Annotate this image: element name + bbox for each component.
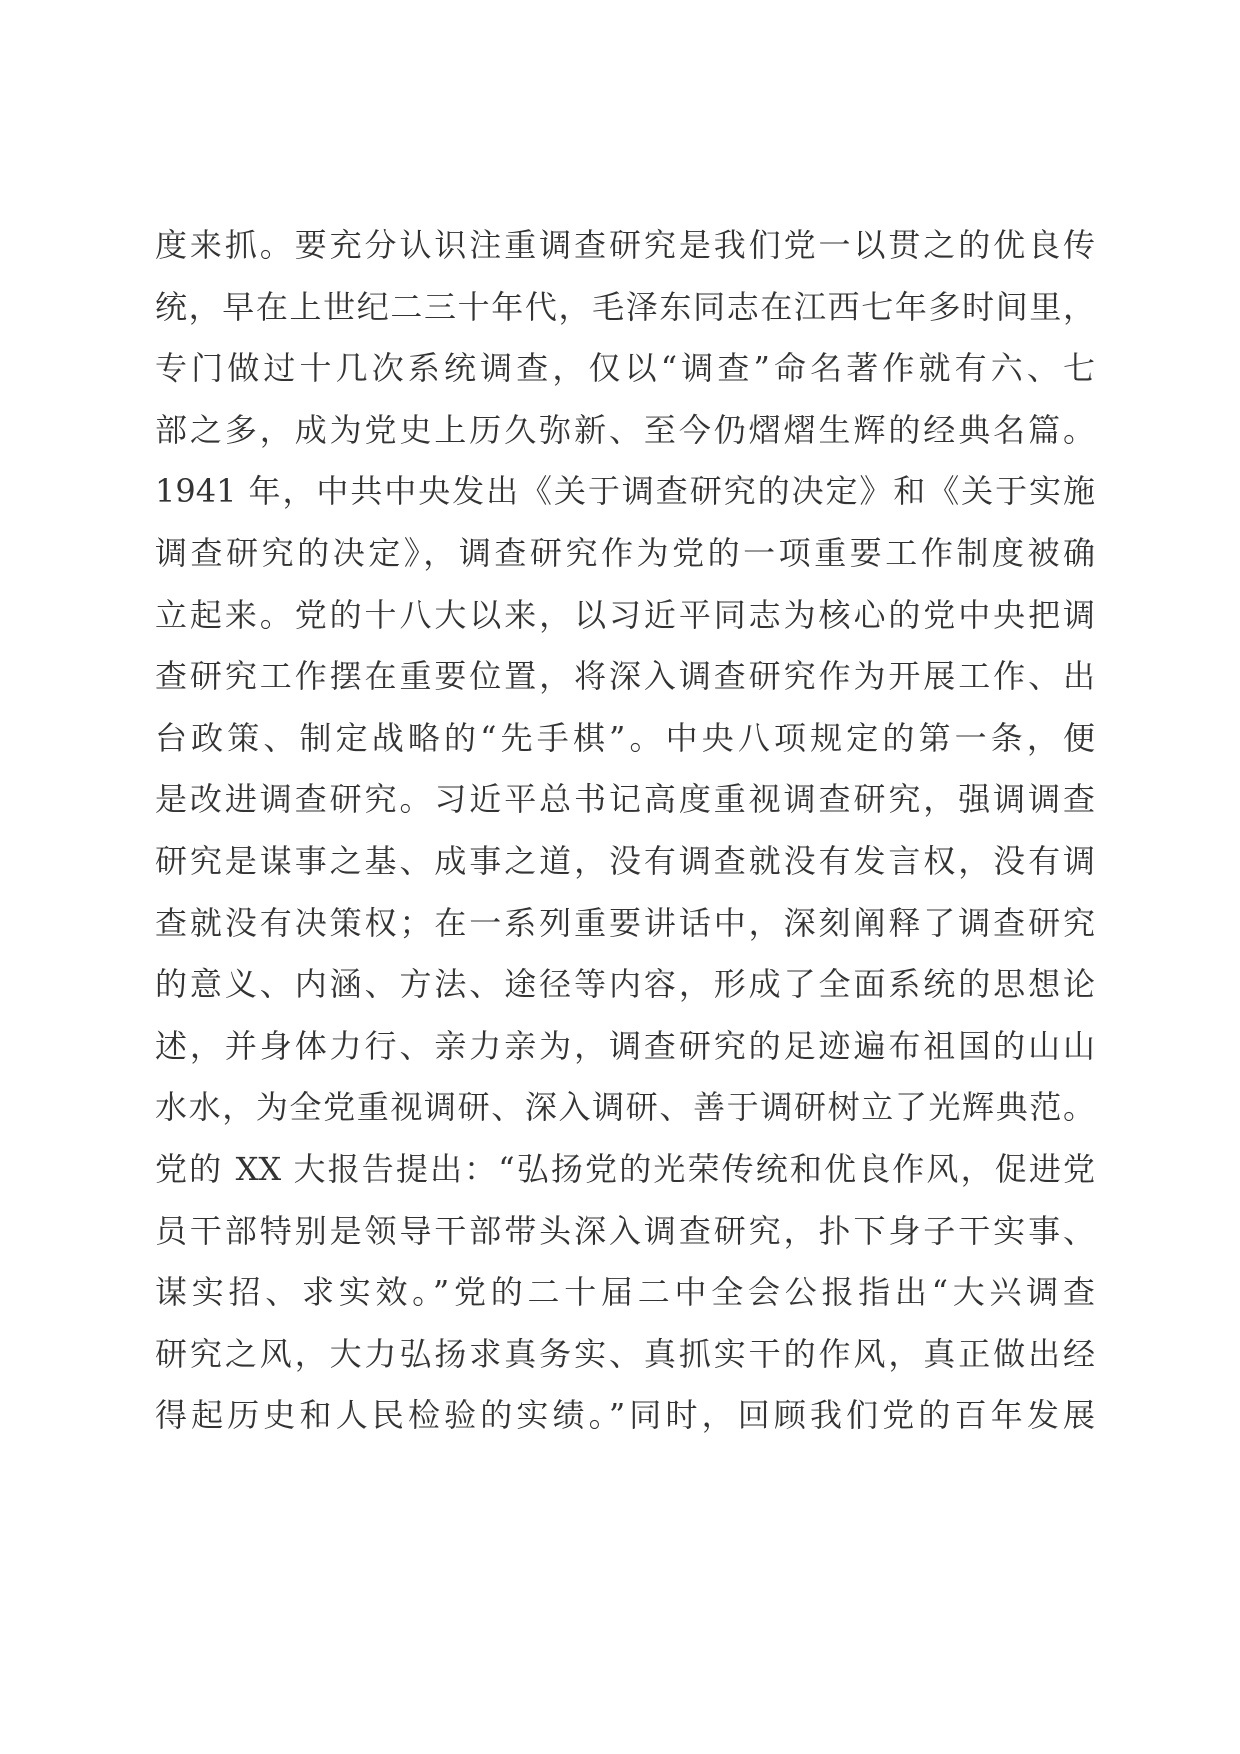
- text-line: 统，早在上世纪二三十年代，毛泽东同志在江西七年多时间里，: [155, 287, 1095, 326]
- text-line: 得起历史和人民检验的实绩。”同时，回顾我们党的百年发展: [155, 1396, 1095, 1435]
- text-line: 度来抓。要充分认识注重调查研究是我们党一以贯之的优良传: [155, 226, 1095, 264]
- text-line: 研究是谋事之基、成事之道，没有调查就没有发言权，没有调: [155, 841, 1095, 880]
- text-line: 调查研究的决定》，调查研究作为党的一项重要工作制度被确: [155, 533, 1095, 572]
- text-line: 员干部特别是领导干部带头深入调查研究，扑下身子干实事、: [155, 1211, 1095, 1250]
- text-line: 台政策、制定战略的“先手棋”。中央八项规定的第一条，便: [155, 718, 1095, 757]
- text-line: 党的 XX 大报告提出：“弘扬党的光荣传统和优良作风，促进党: [155, 1149, 1095, 1188]
- text-line: 查研究工作摆在重要位置，将深入调查研究作为开展工作、出: [155, 657, 1095, 696]
- text-line: 述，并身体力行、亲力亲为，调查研究的足迹遍布祖国的山山: [155, 1026, 1095, 1065]
- text-line: 查就没有决策权；在一系列重要讲话中，深刻阐释了调查研究: [155, 903, 1095, 942]
- text-line: 部之多，成为党史上历久弥新、至今仍熠熠生辉的经典名篇。: [155, 410, 1095, 449]
- text-line: 立起来。党的十八大以来，以习近平同志为核心的党中央把调: [155, 595, 1095, 634]
- text-line: 研究之风，大力弘扬求真务实、真抓实干的作风，真正做出经: [155, 1334, 1095, 1373]
- body-paragraph: [155, 215, 1095, 1447]
- text-line: 谋实招、求实效。”党的二十届二中全会公报指出“大兴调查: [155, 1273, 1095, 1312]
- text-line: 水水，为全党重视调研、深入调研、善于调研树立了光辉典范。: [155, 1088, 1095, 1127]
- text-line: 是改进调查研究。习近平总书记高度重视调查研究，强调调查: [155, 780, 1095, 819]
- text-line: 的意义、内涵、方法、途径等内容，形成了全面系统的思想论: [155, 965, 1095, 1004]
- text-line: 专门做过十几次系统调查，仅以“调查”命名著作就有六、七: [155, 349, 1095, 388]
- text-line: 1941 年，中共中央发出《关于调查研究的决定》和《关于实施: [155, 472, 1095, 511]
